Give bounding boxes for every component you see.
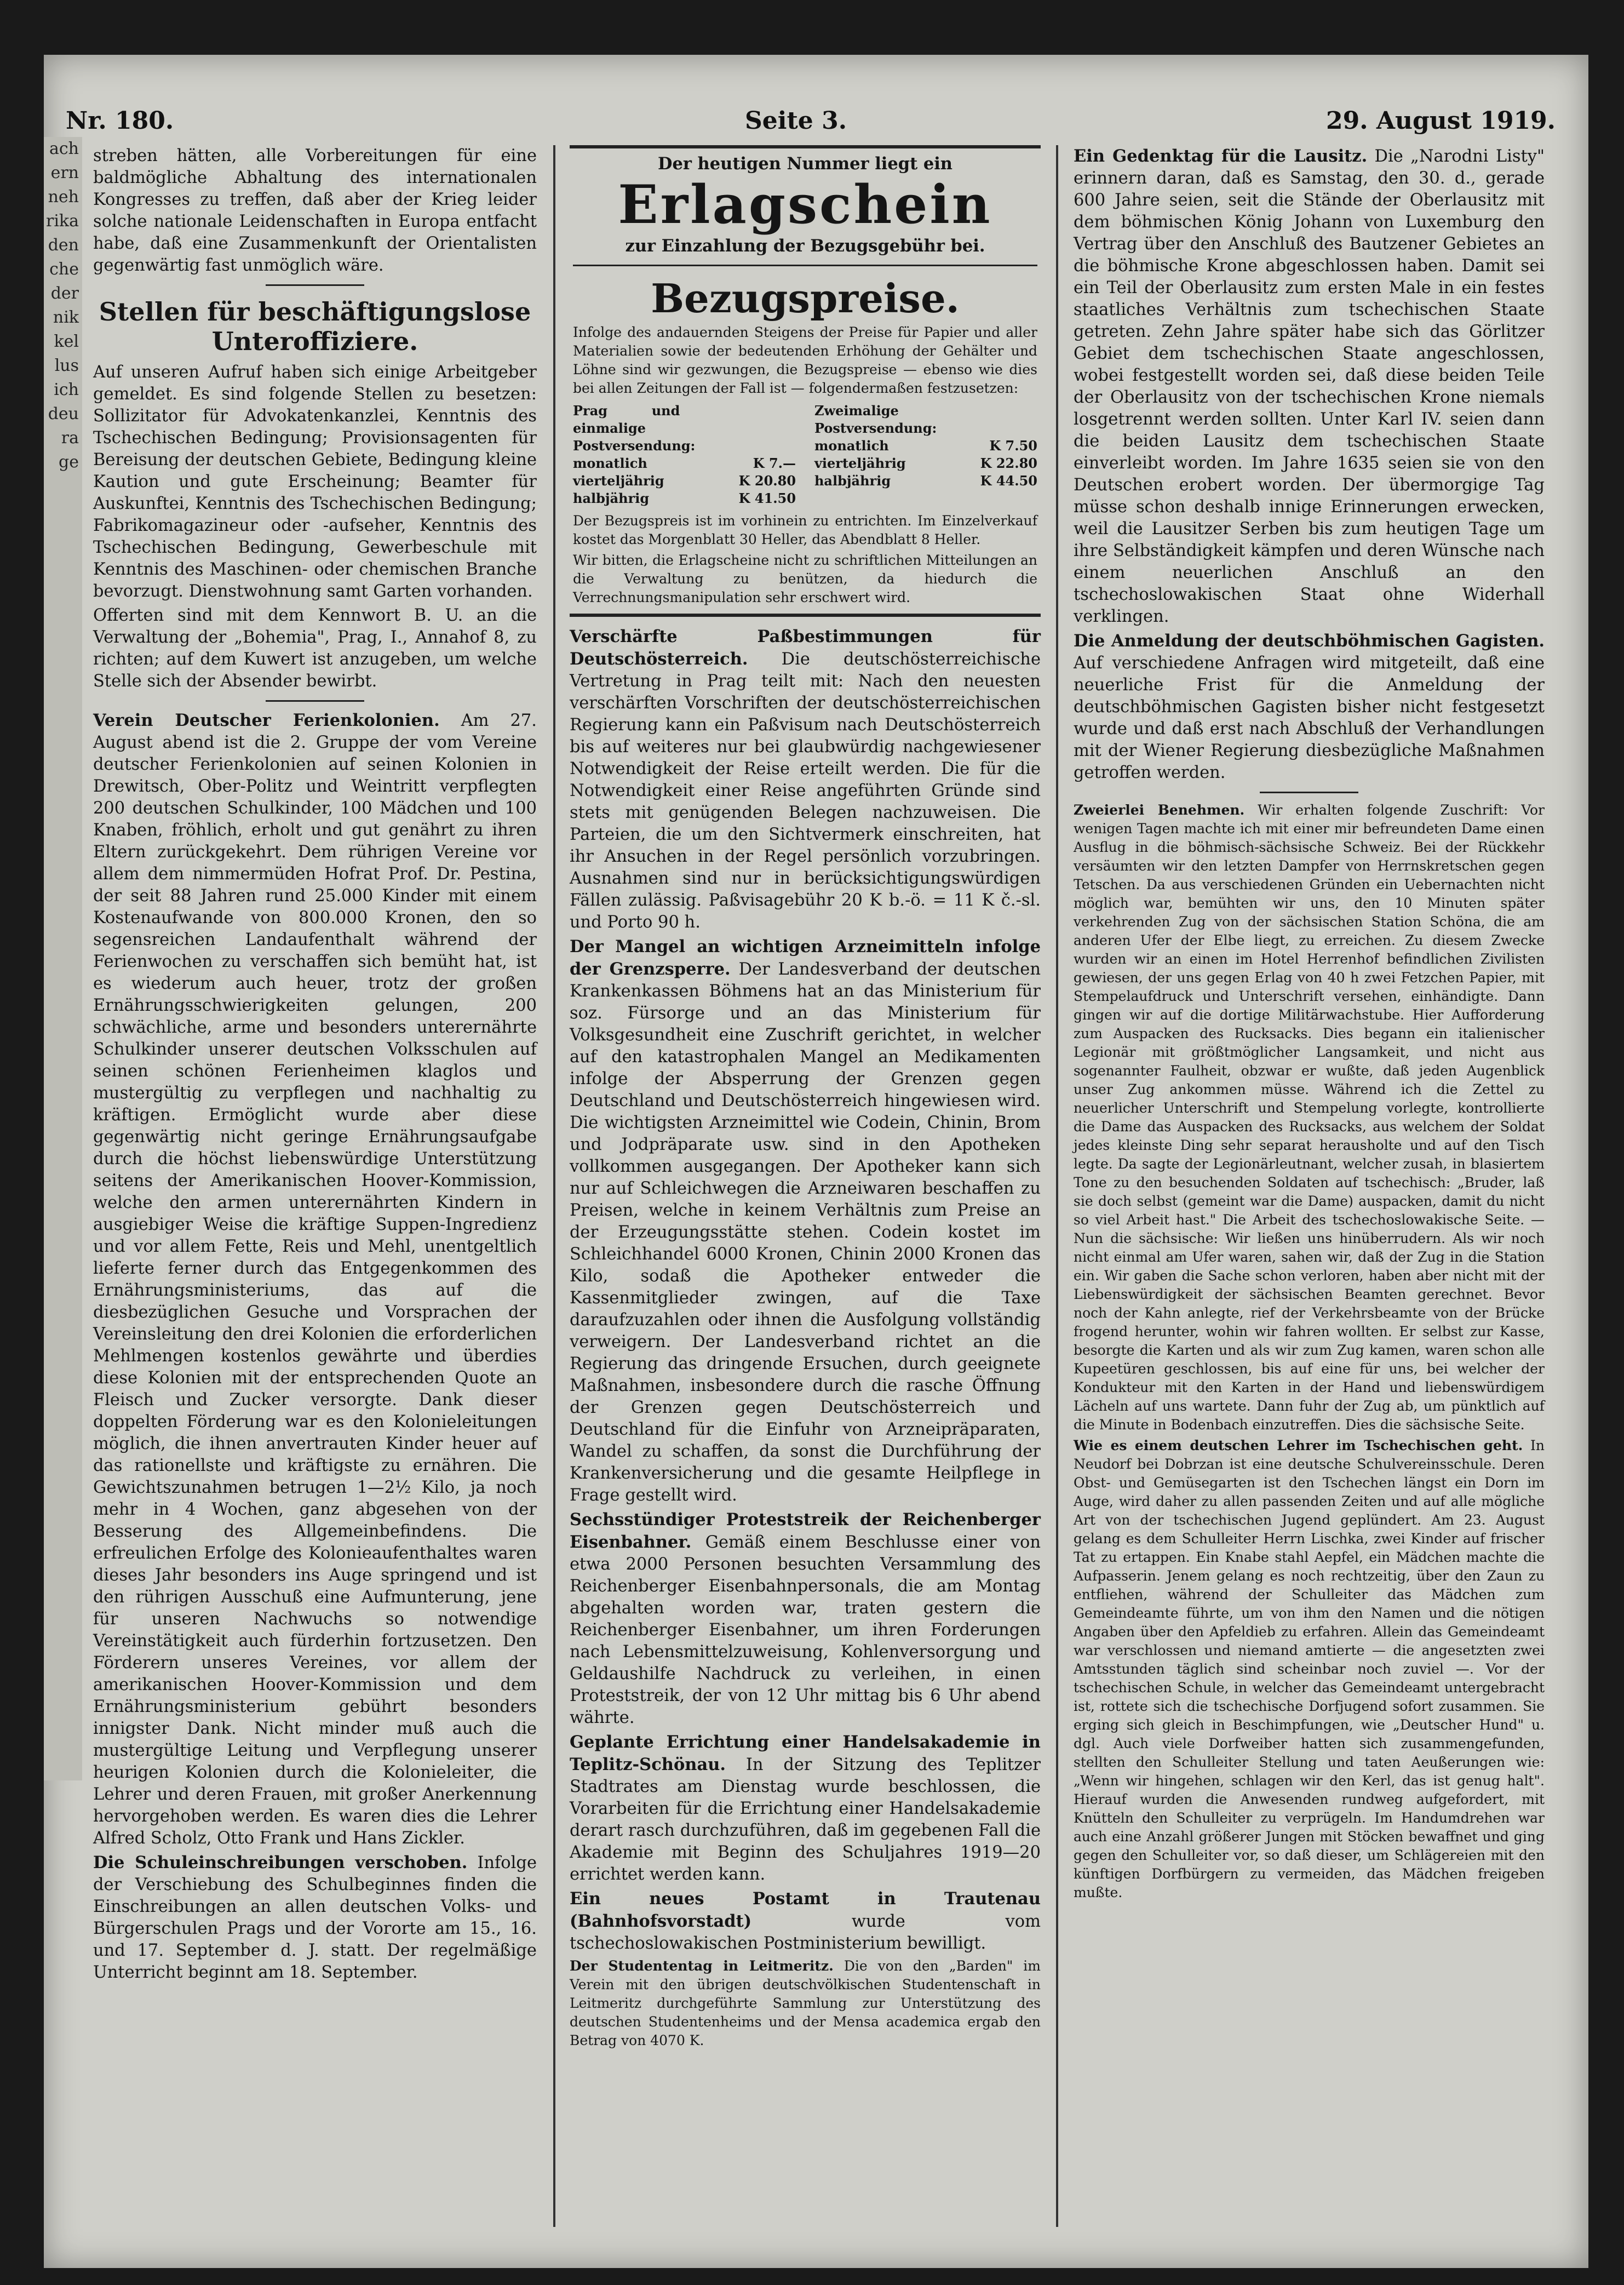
article	[1074, 801, 1545, 1434]
strip-fragment: che	[49, 260, 79, 279]
divider	[266, 700, 364, 702]
article-text: Wir erhalten folgende Zuschrift: Vor wenigen Tagen machte ich mit einer mir befreundeten Dame einen Ausflug in die böhmisch-sächsische Schweiz. Bei der Rückkehr versäumten wir den letzten Dampfer von Herrnskretschen gegen Tetschen. Da aus verschiedenen Gründen ein Uebernachten nicht möglich war, bemühten wir uns, den 10 Minuten später verkehrenden Zug von der sächsischen Station Schöna, die am anderen Ufer der Elbe liegt, zu erreichen. Zu diesem Zwecke wurden wir an einen im Hotel Herrenhof befindlichen Zivilisten gewiesen, der uns gegen Erlag von 40 h zwei Fetzchen Papier, mit Stempelaufdruck und Unterschrift versehen, einhändigte. Dann gingen wir auf die dortige Militärwachstube. Hier Aufforderung zum Auspacken des Rucksacks. Dies begann ein italienischer Legionär mit größtmöglicher Langsamkeit, und nicht aus sogenannter Faulheit, obzwar er wußte, daß jeden Augenblick unser Zug ankommen müsse. Während ich die Zettel zu neuerlicher Unterschrift und Stempelung vorlegte, kontrollierte die Dame das Auspacken des Rucksacks, aus welchem der Soldat jedes kleinste Ding sehr separat herausholte und auf den Tisch legte. Da sagte der Legionärleutnant, welcher zusah, in blasiertem Tone zu den besuchenden Soldaten auf tschechisch: „Bruder, laß sie doch selbst (gemeint war die Dame) auspacken, damit du nicht so viel Arbeit hast." Die Arbeit des tschechoslowakische Seite. — Nun die sächsische: Wir ließen uns hinüberrudern. Als wir noch nicht einmal am Ufer waren, sahen wir, daß der Zug in die Station ein. Wir gaben die Sache schon verloren, haben aber nicht mit der Liebenswürdigkeit der sächsischen Beamten gerechnet. Bevor noch der Kahn anlegte, rief der Verkehrsbeamte von der Brücke frogend herunter, wohin wir fahren wollten. Er selbst zur Kasse, besorgte die Karten und als wir zum Zug kamen, waren schon alle Kupeetüren geschlossen, bis auf eine für uns, bei welcher der Kondukteur mit den Karten in der Hand und liebenswürdigem Lächeln auf uns wartete. Dann fuhr der Zug ab, um pünktlich auf die Minute in Bodenbach einzutreffen. Dies die sächsische Seite.	[1074, 802, 1545, 1433]
price-label: halbjährig	[573, 490, 650, 506]
price-label: halbjährig	[814, 473, 891, 489]
adjacent-page-strip	[44, 137, 82, 1780]
notice-title: Erlagschein	[618, 174, 992, 236]
strip-fragment: nik	[53, 308, 79, 327]
price-value: K 44.50	[980, 473, 1037, 489]
column-divider	[1056, 145, 1058, 2227]
price-label: vierteljährig	[573, 473, 664, 489]
newspaper-page	[44, 55, 1588, 2268]
article-title: Stellen für beschäftigungslose Unteroffiziere.	[99, 297, 531, 356]
strip-fragment: ach	[49, 139, 79, 158]
strip-fragment: deu	[48, 404, 79, 423]
price-list-heading: Prag und einmalige Postversendung:	[573, 403, 696, 454]
article-text: In Neudorf bei Dobrzan ist eine deutsche Schulvereinsschule. Deren Obst- und Gemüsegarten ist den Tschechen längst ein Dorn im Auge, wird daher zu allen passenden Zeiten und auf alle mögliche Art von der tschechischen Jugend geplündert. Am 23. August gelang es dem Schulleiter Herrn Lischka, zwei Kinder auf frischer Tat zu ertappen. Ein Knabe stahl Aepfel, ein Mädchen machte die Aufpasserin. Jenem gelang es noch rechtzeitig, über den Zaun zu entfliehen, während der Schulleiter das Mädchen zum Gemeindeamte führte, um von ihm den Namen und die nötigen Angaben über den Apfeldieb zu erfahren. Allein das Gemeindeamt war verschlossen und niemand amtierte — die angesetzten zwei Amtsstunden täglich sind scheinbar noch zuviel —. Vor der tschechischen Schule, in welcher das Gemeindeamt untergebracht ist, rottete sich die tschechische Dorfjugend sofort zusammen. Sie erging sich gleich in Beschimpfungen, wie „Deutscher Hund" u. dgl. Auch viele Dorfweiber hatten sich zusammengefunden, stellten den Schulleiter Stellung und taten Aeußerungen wie: „Wenn wir hingehen, schlagen wir den Kerl, das ist genug halt". Hierauf wurden die Anwesenden rundweg aufgefordert, mit Knütteln den Schulleiter zu verprügeln. Im Handumdrehen war auch eine Anzahl größerer Jungen mit Stöcken bewaffnet und ging gegen den Schulleiter vor, so daß dieser, um Schlägereien mit den künftigen Dorfbürgern zu vermeiden, das Mädchen freigeben mußte.	[1074, 1438, 1545, 1900]
column-3	[1074, 145, 1545, 1904]
price-row	[573, 490, 796, 507]
article-headline: Ein neues Postamt in Trautenau (Bahnhofsvorstadt)	[570, 1889, 1041, 1931]
strip-fragment: den	[48, 236, 79, 255]
price-table	[573, 402, 1037, 507]
notice-line: zur Einzahlung der Bezugsgebühr bei.	[625, 236, 985, 256]
article	[1074, 630, 1545, 784]
article-text: Am 27. August abend ist die 2. Gruppe der vom Vereine deutscher Ferienkolonien auf seinen Kolonien in Drewitsch, Ober-Politz und Weintritt verpflegten 200 deutschen Schulkinder, 100 Mädchen und 100 Knaben, fröhlich, erholt und gut genährt zu ihren Eltern zurückgekehrt. Dem rührigen Vereine vor allem dem nimmermüden Hofrat Prof. Dr. Pestina, der seit 88 Jahren rund 25.000 Kinder mit einem Kostenaufwande von 800.000 Kronen, den so segensreichen Landaufenthalt während der Ferienwochen zu verschaffen sich bemüht hat, ist es wiederum auch heuer, trotz der großen Ernährungsschwierigkeiten gelungen, 200 schwächliche, arme und besonders unterernährte Schulkinder unserer deutschen Volksschulen auf seinen schönen Ferienheimen klaglos und mustergültig zu verpflegen und nachhaltig zu kräftigen. Ermöglicht wurde aber diese gegenwärtig nicht geringe Ernährungsaufgabe durch die höchst liebenswürdige Unterstützung seitens der Amerikanischen Hoover-Kommission, welche den armen unterernährten Kindern in ausgiebiger Weise die kräftige Suppen-Ingredienz und vor allem Fette, Reis und Mehl, unentgeltlich lieferte ferner durch das Entgegenkommen des Ernährungsministeriums, das auf die diesbezüglichen Gesuche und Vorsprachen der Vereinsleitung den drei Kolonien die erforderlichen Mehlmengen kostenlos gewährte und überdies diese Kolonien mit der entsprechenden Quote an Fleisch und Zucker versorgte. Dank dieser doppelten Förderung war es den Kolonieleitungen möglich, die ihnen anvertrauten Kinder heuer auf das rationellste und kräftigste zu ernähren. Die Gewichtszunahmen betrugen 1—2½ Kilo, ja noch mehr in 4 Wochen, ganz abgesehen von der Besserung des Allgemeinbefindens. Die erfreulichen Erfolge des Kolonieaufenthaltes waren dieses Jahr besonders ins Auge springend und ist den rührigen Ausschuß eine Aufmunterung, jene für unseren Nachwuchs so notwendige Vereinstätigkeit auch fürderhin fortzusetzen. Den Förderern unseres Vereines, vor allem der amerikanischen Hoover-Kommission und dem Ernährungsministerium gebührt besonders innigster Dank. Nicht minder muß auch die mustergültige Leitung und Verpflegung unserer heurigen Kolonien durch die Kolonieleiter, die Lehrer und deren Frauen, mit großer Anerkennung hervorgehoben werden. Es waren dies die Lehrer Alfred Scholz, Otto Frank und Hans Zickler.	[93, 711, 537, 1848]
price-row	[814, 472, 1037, 490]
article-text: Auf unseren Aufruf haben sich einige Arbeitgeber gemeldet. Es sind folgende Stellen zu besetzen: Sollizitator für Advokatenkanzlei, Kenntnis des Tschechischen Bedingung; Provisionsagenten für Bereisung der deutschen Gebiete, Bedingung kleine Kaution und gute Erscheinung; Beamter für Auskunftei, Kenntnis des Tschechischen Bedingung; Fabrikomagazineur oder -aufseher, Kenntnis des Tschechischen Bedingung, Gewerbeschule mit Kenntnis des Maschinen- oder chemischen Branche bevorzugt. Dienstwohnung samt Garten vorhanden.	[93, 363, 537, 601]
article-text: Auf verschiedene Anfragen wird mitgeteilt, daß eine neuerliche Frist für die Anmeldung der deutschböhmischen Gagisten bisher nicht festgesetzt wurde und daß erst nach Abschluß der Verhandlungen mit der Wiener Regierung diesbezügliche Maßnahmen getroffen werden.	[1074, 654, 1545, 782]
strip-fragment: lus	[54, 356, 79, 375]
article-headline: Der Studententag in Leitmeritz.	[570, 1958, 834, 1974]
price-value: K 7.—	[753, 455, 796, 471]
article-text: Der Landesverband der deutschen Krankenkassen Böhmens hat an das Ministerium für soz. Fürsorge und an das Ministerium für Volksgesundheit eine Zuschrift gerichtet, in welcher auf den katastrophalen Mangel an Medikamenten infolge der Absperrung der Grenzen gegen Deutschland und Deutschösterreich hingewiesen wird. Die wichtigsten Arzneimittel wie Codein, Chinin, Brom und Jodpräparate usw. sind in den Apotheken vollkommen ausgegangen. Der Apotheker kann sich nur auf Schleichwegen die Arzneiwaren beschaffen zu Preisen, welche in keinem Verhältnis zum Preise an der Erzeugungsstätte stehen. Codein kostet im Schleichhandel 6000 Kronen, Chinin 2000 Kronen das Kilo, sodaß die Apotheker entweder die Kassenmitglieder zwingen, auf die Taxe daraufzuzahlen oder ihnen die Ausfolgung vollständig verweigern. Der Landesverband richtet an die Regierung das dringende Ersuchen, durch geeignete Maßnahmen, insbesondere durch die rasche Öffnung der Grenzen gegen Deutschösterreich und Deutschland für die Einfuhr von Arzneipräparaten, Wandel zu schaffen, da sonst die Durchführung der Krankenversicherung und die gesamte Heilpflege in Frage gestellt wird.	[570, 960, 1041, 1505]
article-text: Die von den „Barden" im Verein mit den übrigen deutschvölkischen Studentenschaft in Leitmeritz durchgeführte Sammlung zur Unterstützung des deutschen Studentenheims und der Mensa academica ergab den Betrag von 4070 K.	[570, 1958, 1041, 2048]
article-text: Gemäß einem Beschlusse einer von etwa 2000 Personen besuchten Versammlung des Reichenberger Eisenbahnpersonals, die am Montag abgehalten worden war, traten gestern die Reichenberger Eisenbahner, um ihren Forderungen nach Lebensmittelzuweisung, Kohlenversorgung und Geldaushilfe Nachdruck zu verleihen, in einen Proteststreik, der von 12 Uhr mittag bis 6 Uhr abend währte.	[570, 1533, 1041, 1727]
strip-fragment: ge	[59, 453, 79, 472]
article	[570, 1509, 1041, 1729]
article-headline: Verein Deutscher Ferienkolonien.	[93, 711, 440, 730]
prices-note: Der Bezugspreis ist im vorhinein zu entrichten. Im Einzelverkauf kostet das Morgenblatt 30 Heller, das Abendblatt 8 Heller.	[573, 513, 1037, 547]
article-headline: Ein Gedenktag für die Lausitz.	[1074, 146, 1368, 166]
article-continuation: streben hätten, alle Vorbereitungen für eine baldmögliche Abhaltung des internationalen Kongresses zu treffen, daß aber der Krieg leider solche nationale Leidenschaften in Europa entfacht habe, daß eine Zusammenkunft der Orientalisten gegenwärtig fast unmöglich wäre.	[93, 146, 537, 275]
article-headline: Die Schuleinschreibungen verschoben.	[93, 1853, 468, 1872]
column-1	[93, 145, 537, 1986]
article	[93, 1852, 537, 1984]
price-list-left	[573, 402, 796, 507]
article-text: Infolge der Verschiebung des Schulbeginnes finden die Einschreibungen an allen deutschen Volks- und Bürgerschulen Prags und der Vororte am 15., 16. und 17. September d. J. statt. Der regelmäßige Unterricht beginnt am 18. September.	[93, 1853, 537, 1982]
divider	[573, 265, 1037, 266]
price-list-right	[814, 402, 1037, 507]
article	[93, 709, 537, 1849]
price-value: K 7.50	[989, 438, 1037, 454]
prices-text: Infolge des andauernden Steigens der Preise für Papier und aller Materialien sowie der bedeutenden Erhöhung der Gehälter und Löhne sind wir gezwungen, die Bezugspreise — ebenso wie dies bei allen Zeitungen der Fall ist — folgendermaßen festzusetzen:	[573, 324, 1037, 396]
article-text: In der Sitzung des Teplitzer Stadtrates am Dienstag wurde beschlossen, die Vorarbeiten für die Errichtung einer Handelsakademie derart rasch durchzuführen, daß im gegebenen Fall die Akademie mit Beginn des Schuljahres 1919—20 errichtet werden kann.	[570, 1755, 1041, 1884]
article-headline: Sechsstündiger Proteststreik der Reichenberger Eisenbahner.	[570, 1510, 1041, 1552]
article	[570, 1957, 1041, 2050]
article	[1074, 145, 1545, 628]
price-label: vierteljährig	[814, 455, 906, 471]
strip-fragment: ern	[50, 163, 79, 182]
article-headline: Verschärfte Paßbestimmungen für Deutschösterreich.	[570, 627, 1041, 669]
column-divider	[553, 145, 555, 2227]
article-text: Offerten sind mit dem Kennwort B. U. an die Verwaltung der „Bohemia", Prag, I., Annahof 8, zu richten; auf dem Kuwert ist anzugeben, um welche Stelle sich der Absender bewirbt.	[93, 606, 537, 691]
price-label: monatlich	[814, 438, 889, 454]
price-label: monatlich	[573, 455, 647, 471]
notice-line: Der heutigen Nummer liegt ein	[658, 154, 952, 174]
article-text: wurde vom tschechoslowakischen Postministerium bewilligt.	[570, 1912, 1041, 1953]
article-headline: Wie es einem deutschen Lehrer im Tschechischen geht.	[1074, 1438, 1523, 1453]
article-text: Die „Narodni Listy" erinnern daran, daß es Samstag, den 30. d., gerade 600 Jahre seien, seit die Stände der Oberlausitz mit dem böhmischen König Johann von Luxemburg den Vertrag über den Anschluß des Bautzener Gebietes an die böhmische Krone abgeschlossen haben. Damit sei ein Teil der Oberlausitz zum ersten Male in ein festes staatliches Verhältnis zum tschechischen Staate getreten. Zehn Jahre später habe sich das Görlitzer Gebiet dem tschechischen Staate angeschlossen, wobei festgestellt worden sei, daß diese beiden Teile der Oberlausitz von der tschechischen Krone niemals losgetrennt werden sollten. Unter Karl IV. seien dann die beiden Lausitz dem tschechischen Staate einverleibt worden. Im Jahre 1635 seien sie von den Deutschen erobert worden. Der übermorgige Tag müsse schon deshalb innige Erinnerungen erwecken, weil die Lausitzer Serben bis zum heutigen Tage um ihre Selbständigkeit kämpfen und deren Wünsche nach einem neuerlichen Anschluß an den tschechoslowakischen Staat ohne Widerhall verklingen.	[1074, 147, 1545, 626]
article-headline: Zweierlei Benehmen.	[1074, 802, 1245, 818]
article	[570, 1731, 1041, 1886]
article-headline: Der Mangel an wichtigen Arzneimitteln infolge der Grenzsperre.	[570, 937, 1041, 979]
column-2	[570, 145, 1041, 2052]
price-row	[573, 455, 796, 472]
page-number: Seite 3.	[745, 107, 847, 135]
prices-request: Wir bitten, die Erlagscheine nicht zu schriftlichen Mitteilungen an die Verwaltung zu benützen, da hiedurch die Verrechnungsmanipulation sehr erschwert wird.	[573, 552, 1037, 605]
issue-number: Nr. 180.	[66, 107, 174, 135]
divider	[266, 284, 364, 286]
page-header	[66, 107, 1566, 145]
article-text: Die deutschösterreichische Vertretung in Prag teilt mit: Nach den neuesten verschärften Vorschriften der deutschösterreichischen Regierung kann ein Paßvisum nach Deutschösterreich bis auf weiteres nur bei glaubwürdig nachgewiesener Notwendigkeit der Reise erteilt werden. Die für die Notwendigkeit einer Reise angeführten Gründe sind stets mit genügenden Belegen nachzuweisen. Die Parteien, die um den Sichtvermerk einschreiten, hat ihr Ansuchen in der Regel persönlich vorzubringen. Ausnahmen sind nur in berücksichtigungswürdigen Fällen zulässig. Paßvisagebühr 20 K b.-ö. = 11 K č.-sl. und Porto 90 h.	[570, 650, 1041, 932]
strip-fragment: rika	[46, 211, 79, 231]
price-value: K 41.50	[738, 490, 796, 506]
strip-fragment: neh	[48, 187, 79, 207]
article-headline: Die Anmeldung der deutschböhmischen Gagisten.	[1074, 631, 1545, 651]
price-value: K 22.80	[980, 455, 1037, 471]
price-row	[814, 455, 1037, 472]
prices-title: Bezugspreise.	[651, 275, 960, 322]
price-list-heading: Zweimalige Postversendung:	[814, 403, 937, 436]
article	[570, 1888, 1041, 1955]
strip-fragment: der	[50, 284, 79, 303]
price-row	[573, 472, 796, 490]
article	[1074, 1436, 1545, 1902]
strip-fragment: ich	[54, 380, 79, 399]
subscription-notice	[570, 145, 1041, 617]
strip-fragment: kel	[54, 332, 79, 351]
article-headline: Geplante Errichtung einer Handelsakademie in Teplitz-Schönau.	[570, 1732, 1041, 1774]
price-row	[814, 437, 1037, 455]
divider	[1260, 792, 1358, 793]
price-value: K 20.80	[738, 473, 796, 489]
issue-date: 29. August 1919.	[1326, 107, 1556, 135]
strip-fragment: ra	[61, 428, 79, 448]
article	[570, 936, 1041, 1507]
article	[570, 626, 1041, 934]
